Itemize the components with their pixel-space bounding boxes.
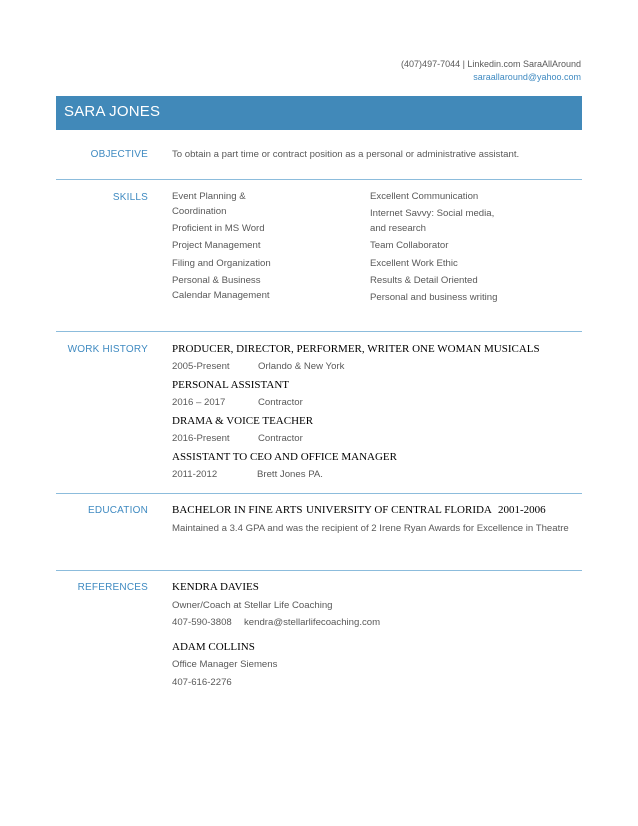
- skill-item: Proficient in MS Word: [172, 223, 265, 234]
- objective-text: To obtain a part time or contract position as a personal or administrative assistant.: [172, 149, 520, 160]
- objective-label: OBJECTIVE: [90, 149, 148, 160]
- reference-role: Owner/Coach at Stellar Life Coaching: [172, 600, 333, 611]
- education-school: UNIVERSITY OF CENTRAL FLORIDA: [306, 504, 492, 516]
- job-detail: Brett Jones PA.: [257, 469, 323, 480]
- job-detail: Contractor: [258, 433, 303, 444]
- job-detail: Orlando & New York: [258, 361, 345, 372]
- skill-item: Internet Savvy: Social media,: [370, 208, 495, 219]
- job-title: PERSONAL ASSISTANT: [172, 379, 289, 391]
- reference-role: Office Manager Siemens: [172, 659, 278, 670]
- skill-item: Team Collaborator: [370, 240, 449, 251]
- name-header-bar: [56, 96, 582, 130]
- skill-item: Excellent Communication: [370, 191, 479, 202]
- skill-item: Results & Detail Oriented: [370, 275, 478, 286]
- skill-item: Coordination: [172, 206, 227, 217]
- education-note: Maintained a 3.4 GPA and was the recipient of 2 Irene Ryan Awards for Excellence in Theatre: [172, 523, 569, 534]
- skill-item: and research: [370, 223, 426, 234]
- job-dates: 2011-2012: [172, 469, 218, 480]
- contact-email[interactable]: saraallaround@yahoo.com: [473, 72, 581, 82]
- job-dates: 2016 – 2017: [172, 397, 226, 408]
- job-title: DRAMA & VOICE TEACHER: [172, 415, 314, 427]
- job-title: ASSISTANT TO CEO AND OFFICE MANAGER: [172, 451, 397, 463]
- job-dates: 2016-Present: [172, 433, 230, 444]
- reference-name: ADAM COLLINS: [172, 641, 255, 653]
- job-dates: 2005-Present: [172, 361, 230, 372]
- skill-item: Project Management: [172, 240, 261, 251]
- skill-item: Filing and Organization: [172, 258, 271, 269]
- education-years: 2001-2006: [498, 504, 546, 516]
- education-label: EDUCATION: [88, 505, 148, 516]
- skill-item: Personal and business writing: [370, 292, 498, 303]
- job-title: PRODUCER, DIRECTOR, PERFORMER, WRITER ONE WOMAN MUSICALS: [172, 343, 540, 355]
- references-label: REFERENCES: [77, 582, 148, 593]
- work-history-label: WORK HISTORY: [67, 344, 148, 355]
- section-divider: [56, 570, 582, 571]
- section-divider: [56, 179, 582, 180]
- reference-name: KENDRA DAVIES: [172, 581, 259, 593]
- skill-item: Calendar Management: [172, 290, 270, 301]
- candidate-name: SARA JONES: [64, 103, 161, 120]
- reference-phone: 407-590-3808: [172, 617, 232, 628]
- skill-item: Personal & Business: [172, 275, 261, 286]
- section-divider: [56, 331, 582, 332]
- contact-phone-linkedin: (407)497-7044 | Linkedin.com SaraAllAround: [401, 59, 581, 69]
- section-divider: [56, 493, 582, 494]
- reference-email[interactable]: kendra@stellarlifecoaching.com: [244, 617, 381, 628]
- skill-item: Event Planning &: [172, 191, 246, 202]
- skills-label: SKILLS: [112, 192, 148, 203]
- reference-phone: 407-616-2276: [172, 677, 232, 688]
- job-detail: Contractor: [258, 397, 303, 408]
- education-degree: BACHELOR IN FINE ARTS: [172, 504, 303, 516]
- skill-item: Excellent Work Ethic: [370, 258, 458, 269]
